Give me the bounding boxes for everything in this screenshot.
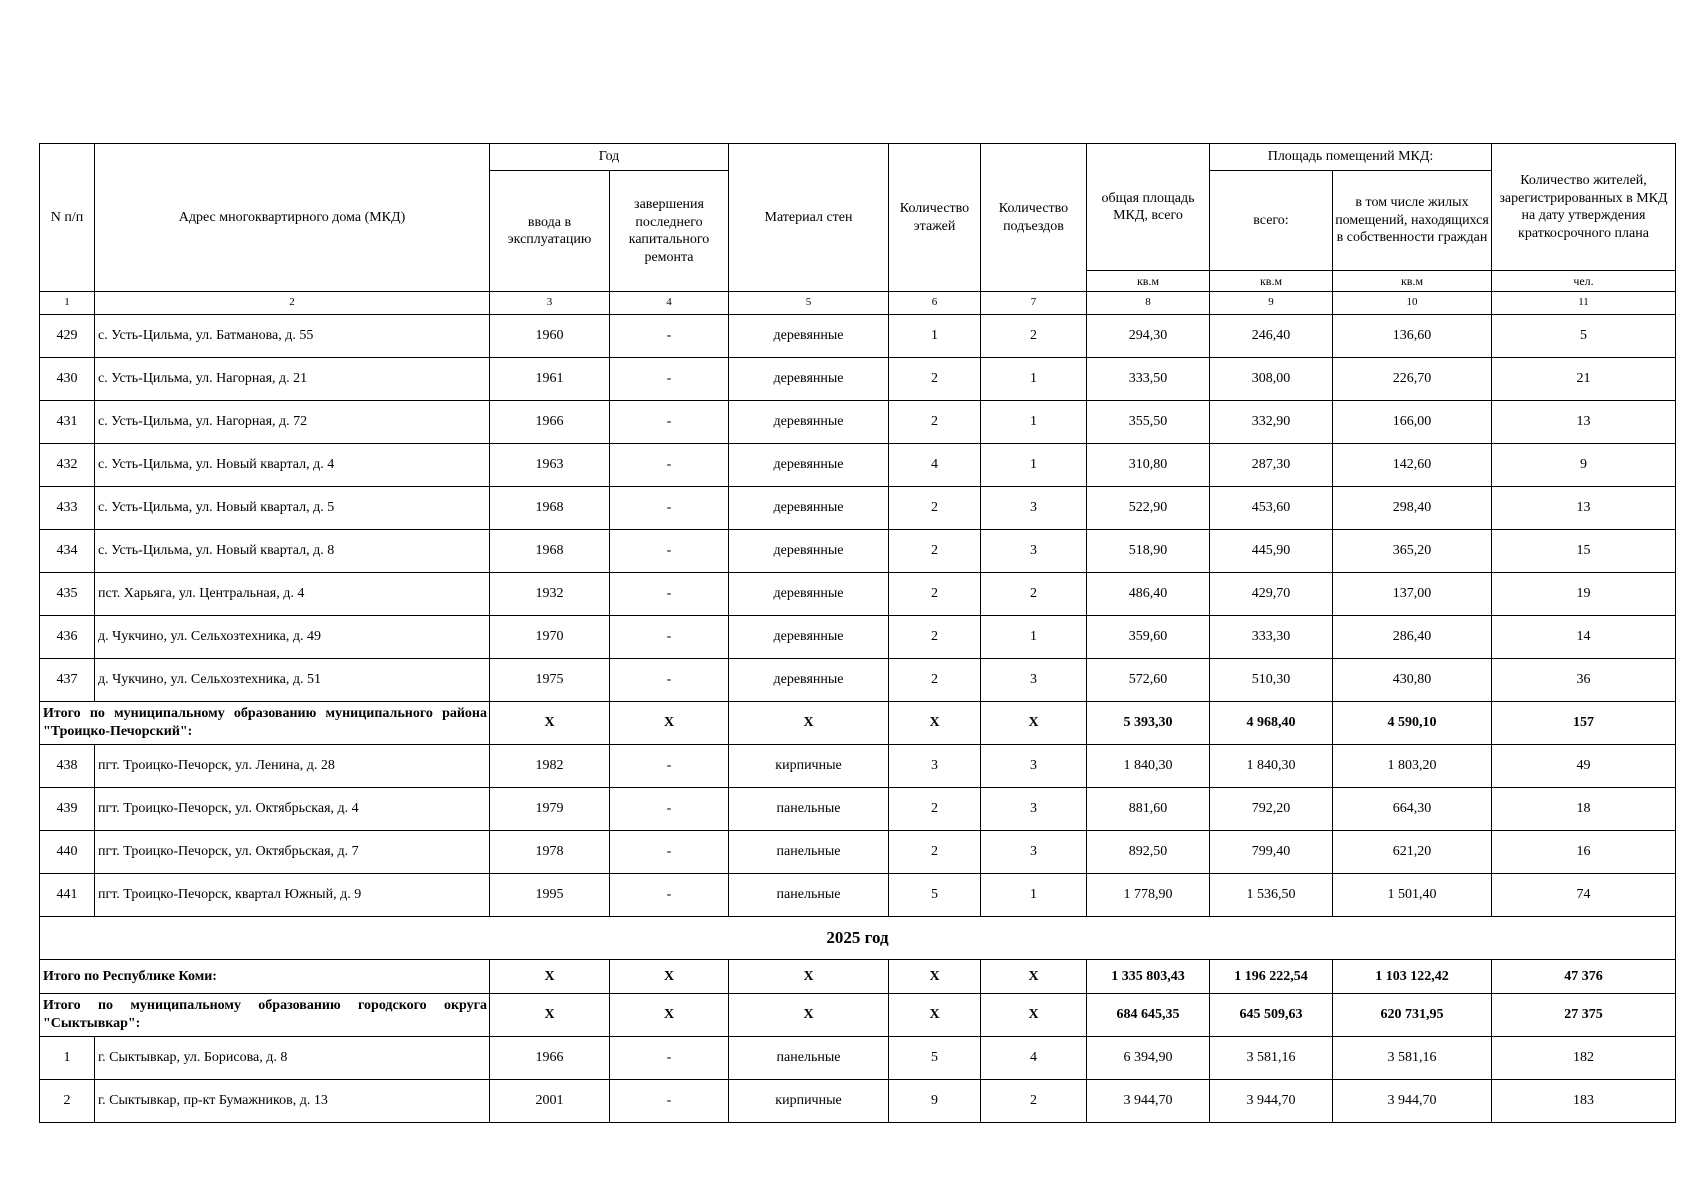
cell-floors: 5 [889, 1037, 981, 1080]
cell-address: д. Чукчино, ул. Сельхозтехника, д. 49 [95, 616, 490, 659]
cell-floors: X [889, 960, 981, 994]
cell-premises-residential: 1 103 122,42 [1333, 960, 1492, 994]
cell-np: 1 [40, 1037, 95, 1080]
cell-residents: 5 [1492, 315, 1676, 358]
cell-premises-all: 445,90 [1210, 530, 1333, 573]
cell-address: с. Усть-Цильма, ул. Нагорная, д. 72 [95, 401, 490, 444]
cell-premises-residential: 1 803,20 [1333, 745, 1492, 788]
cell-premises-all: 4 968,40 [1210, 702, 1333, 745]
cell-np: 431 [40, 401, 95, 444]
cell-total-area: 6 394,90 [1087, 1037, 1210, 1080]
col-number: 9 [1210, 292, 1333, 315]
cell-wall: деревянные [729, 487, 889, 530]
cell-year-commission: 1978 [490, 831, 610, 874]
cell-residents: 182 [1492, 1037, 1676, 1080]
cell-entrances: 3 [981, 530, 1087, 573]
cell-year-repair: - [610, 616, 729, 659]
cell-year-repair: - [610, 659, 729, 702]
cell-year-repair: - [610, 831, 729, 874]
col-number: 8 [1087, 292, 1210, 315]
cell-floors: 2 [889, 401, 981, 444]
cell-entrances: X [981, 994, 1087, 1037]
cell-address: г. Сыктывкар, ул. Борисова, д. 8 [95, 1037, 490, 1080]
cell-total-area: 1 778,90 [1087, 874, 1210, 917]
cell-premises-all: 1 840,30 [1210, 745, 1333, 788]
cell-wall: деревянные [729, 659, 889, 702]
cell-year-repair: - [610, 444, 729, 487]
cell-floors: X [889, 702, 981, 745]
cell-total-area: 359,60 [1087, 616, 1210, 659]
cell-premises-residential: 136,60 [1333, 315, 1492, 358]
cell-year-commission: 1968 [490, 487, 610, 530]
cell-np: 435 [40, 573, 95, 616]
cell-premises-residential: 621,20 [1333, 831, 1492, 874]
cell-year-commission: X [490, 960, 610, 994]
cell-entrances: 3 [981, 487, 1087, 530]
cell-year-commission: 1961 [490, 358, 610, 401]
cell-premises-all: 332,90 [1210, 401, 1333, 444]
cell-entrances: 3 [981, 788, 1087, 831]
header-year-commission: ввода в эксплуатацию [490, 171, 610, 292]
header-np: N п/п [40, 144, 95, 292]
cell-wall: деревянные [729, 530, 889, 573]
cell-premises-residential: 1 501,40 [1333, 874, 1492, 917]
cell-residents: 49 [1492, 745, 1676, 788]
cell-wall: панельные [729, 1037, 889, 1080]
cell-year-commission: 1975 [490, 659, 610, 702]
cell-np: 441 [40, 874, 95, 917]
cell-floors: 9 [889, 1080, 981, 1123]
table-row [40, 788, 1676, 831]
cell-total-area: 310,80 [1087, 444, 1210, 487]
cell-wall: панельные [729, 831, 889, 874]
cell-premises-residential: 298,40 [1333, 487, 1492, 530]
cell-np: 440 [40, 831, 95, 874]
cell-year-repair: - [610, 358, 729, 401]
header-premises-all: всего: [1210, 171, 1333, 271]
cell-year-commission: X [490, 702, 610, 745]
col-number: 5 [729, 292, 889, 315]
cell-premises-residential: 4 590,10 [1333, 702, 1492, 745]
subtotal-label: Итого по муниципальному образованию муниципального района "Троицко-Печорский": [40, 702, 490, 745]
cell-total-area: 522,90 [1087, 487, 1210, 530]
cell-premises-all: 645 509,63 [1210, 994, 1333, 1037]
cell-premises-all: 287,30 [1210, 444, 1333, 487]
cell-entrances: 2 [981, 573, 1087, 616]
cell-year-commission: 1960 [490, 315, 610, 358]
cell-residents: 14 [1492, 616, 1676, 659]
cell-floors: X [889, 994, 981, 1037]
cell-premises-residential: 137,00 [1333, 573, 1492, 616]
cell-premises-residential: 664,30 [1333, 788, 1492, 831]
cell-year-repair: - [610, 1080, 729, 1123]
cell-wall: деревянные [729, 401, 889, 444]
cell-total-area: 892,50 [1087, 831, 1210, 874]
mkd-table [39, 143, 1676, 1123]
cell-premises-all: 3 581,16 [1210, 1037, 1333, 1080]
cell-residents: 19 [1492, 573, 1676, 616]
cell-year-commission: 1966 [490, 401, 610, 444]
cell-year-repair: - [610, 874, 729, 917]
cell-wall: X [729, 960, 889, 994]
cell-year-repair: X [610, 994, 729, 1037]
table-row [40, 745, 1676, 788]
cell-np: 433 [40, 487, 95, 530]
cell-year-commission: 1963 [490, 444, 610, 487]
cell-premises-residential: 620 731,95 [1333, 994, 1492, 1037]
cell-address: пст. Харьяга, ул. Центральная, д. 4 [95, 573, 490, 616]
subtotal-label: Итого по муниципальному образованию городского округа "Сыктывкар": [40, 994, 490, 1037]
cell-year-commission: 2001 [490, 1080, 610, 1123]
cell-premises-residential: 365,20 [1333, 530, 1492, 573]
cell-year-commission: 1995 [490, 874, 610, 917]
col-number: 2 [95, 292, 490, 315]
cell-total-area: 1 335 803,43 [1087, 960, 1210, 994]
cell-wall: кирпичные [729, 745, 889, 788]
cell-np: 436 [40, 616, 95, 659]
cell-residents: 21 [1492, 358, 1676, 401]
cell-residents: 18 [1492, 788, 1676, 831]
cell-address: с. Усть-Цильма, ул. Нагорная, д. 21 [95, 358, 490, 401]
cell-premises-residential: 3 581,16 [1333, 1037, 1492, 1080]
cell-wall: деревянные [729, 616, 889, 659]
cell-entrances: 2 [981, 315, 1087, 358]
cell-np: 437 [40, 659, 95, 702]
cell-address: с. Усть-Цильма, ул. Новый квартал, д. 8 [95, 530, 490, 573]
table-row [40, 530, 1676, 573]
cell-total-area: 3 944,70 [1087, 1080, 1210, 1123]
table-row [40, 874, 1676, 917]
table-row [40, 831, 1676, 874]
cell-premises-residential: 226,70 [1333, 358, 1492, 401]
cell-premises-all: 453,60 [1210, 487, 1333, 530]
col-number: 7 [981, 292, 1087, 315]
cell-premises-all: 333,30 [1210, 616, 1333, 659]
cell-np: 438 [40, 745, 95, 788]
cell-address: с. Усть-Цильма, ул. Батманова, д. 55 [95, 315, 490, 358]
cell-residents: 13 [1492, 401, 1676, 444]
subtotal-row-syktyvkar [40, 994, 1676, 1037]
cell-premises-residential: 286,40 [1333, 616, 1492, 659]
cell-entrances: 3 [981, 745, 1087, 788]
cell-year-repair: - [610, 1037, 729, 1080]
col-number: 3 [490, 292, 610, 315]
cell-wall: X [729, 702, 889, 745]
col-number: 11 [1492, 292, 1676, 315]
table-row [40, 659, 1676, 702]
cell-residents: 47 376 [1492, 960, 1676, 994]
year-heading: 2025 год [40, 917, 1676, 960]
cell-residents: 13 [1492, 487, 1676, 530]
header-floors: Количество этажей [889, 144, 981, 292]
cell-address: пгт. Троицко-Печорск, ул. Октябрьская, д. 7 [95, 831, 490, 874]
header-total-area: общая площадь МКД, всего [1087, 144, 1210, 271]
cell-year-commission: 1979 [490, 788, 610, 831]
cell-premises-all: 510,30 [1210, 659, 1333, 702]
header-year: Год [490, 144, 729, 171]
table-body [40, 315, 1676, 1123]
unit-total-area: кв.м [1087, 271, 1210, 292]
cell-premises-all: 1 536,50 [1210, 874, 1333, 917]
cell-np: 430 [40, 358, 95, 401]
cell-entrances: X [981, 960, 1087, 994]
cell-floors: 2 [889, 616, 981, 659]
cell-address: пгт. Троицко-Печорск, ул. Ленина, д. 28 [95, 745, 490, 788]
cell-np: 429 [40, 315, 95, 358]
header-address: Адрес многоквартирного дома (МКД) [95, 144, 490, 292]
header-residents: Количество жителей, зарегистрированных в МКД на дату утверждения краткосрочного плана [1492, 144, 1676, 271]
col-number: 1 [40, 292, 95, 315]
cell-entrances: 1 [981, 444, 1087, 487]
cell-entrances: 3 [981, 659, 1087, 702]
cell-premises-all: 3 944,70 [1210, 1080, 1333, 1123]
col-number: 6 [889, 292, 981, 315]
cell-floors: 2 [889, 788, 981, 831]
cell-year-repair: - [610, 487, 729, 530]
cell-total-area: 333,50 [1087, 358, 1210, 401]
cell-total-area: 294,30 [1087, 315, 1210, 358]
cell-year-commission: 1970 [490, 616, 610, 659]
cell-wall: панельные [729, 788, 889, 831]
table-row [40, 1080, 1676, 1123]
cell-total-area: 518,90 [1087, 530, 1210, 573]
cell-residents: 157 [1492, 702, 1676, 745]
cell-np: 434 [40, 530, 95, 573]
cell-year-repair: - [610, 788, 729, 831]
cell-entrances: 1 [981, 616, 1087, 659]
cell-entrances: 3 [981, 831, 1087, 874]
cell-address: д. Чукчино, ул. Сельхозтехника, д. 51 [95, 659, 490, 702]
cell-floors: 2 [889, 573, 981, 616]
cell-total-area: 1 840,30 [1087, 745, 1210, 788]
cell-residents: 74 [1492, 874, 1676, 917]
cell-total-area: 5 393,30 [1087, 702, 1210, 745]
cell-wall: X [729, 994, 889, 1037]
cell-year-repair: - [610, 315, 729, 358]
cell-residents: 9 [1492, 444, 1676, 487]
header-entrances: Количество подъездов [981, 144, 1087, 292]
cell-premises-residential: 3 944,70 [1333, 1080, 1492, 1123]
cell-entrances: 2 [981, 1080, 1087, 1123]
cell-address: с. Усть-Цильма, ул. Новый квартал, д. 4 [95, 444, 490, 487]
cell-np: 2 [40, 1080, 95, 1123]
cell-np: 439 [40, 788, 95, 831]
cell-premises-all: 246,40 [1210, 315, 1333, 358]
unit-residents: чел. [1492, 271, 1676, 292]
header-wall: Материал стен [729, 144, 889, 292]
cell-address: пгт. Троицко-Печорск, квартал Южный, д. 9 [95, 874, 490, 917]
cell-total-area: 684 645,35 [1087, 994, 1210, 1037]
header-year-repair: завершения последнего капитального ремонта [610, 171, 729, 292]
cell-premises-all: 1 196 222,54 [1210, 960, 1333, 994]
cell-floors: 1 [889, 315, 981, 358]
cell-floors: 3 [889, 745, 981, 788]
cell-floors: 2 [889, 831, 981, 874]
cell-year-repair: - [610, 530, 729, 573]
cell-premises-residential: 430,80 [1333, 659, 1492, 702]
cell-entrances: 1 [981, 358, 1087, 401]
cell-total-area: 572,60 [1087, 659, 1210, 702]
cell-residents: 15 [1492, 530, 1676, 573]
cell-premises-all: 792,20 [1210, 788, 1333, 831]
table-row [40, 1037, 1676, 1080]
cell-address: г. Сыктывкар, пр-кт Бумажников, д. 13 [95, 1080, 490, 1123]
col-number: 4 [610, 292, 729, 315]
cell-year-repair: - [610, 401, 729, 444]
cell-floors: 5 [889, 874, 981, 917]
col-number: 10 [1333, 292, 1492, 315]
cell-premises-all: 429,70 [1210, 573, 1333, 616]
cell-entrances: X [981, 702, 1087, 745]
cell-year-repair: X [610, 960, 729, 994]
cell-floors: 2 [889, 358, 981, 401]
cell-wall: деревянные [729, 573, 889, 616]
cell-wall: деревянные [729, 444, 889, 487]
cell-floors: 2 [889, 530, 981, 573]
unit-premises-all: кв.м [1210, 271, 1333, 292]
cell-year-commission: 1966 [490, 1037, 610, 1080]
column-number-row [40, 292, 1676, 315]
cell-residents: 16 [1492, 831, 1676, 874]
table-row [40, 401, 1676, 444]
table-row [40, 616, 1676, 659]
cell-premises-residential: 166,00 [1333, 401, 1492, 444]
cell-year-commission: X [490, 994, 610, 1037]
cell-year-commission: 1932 [490, 573, 610, 616]
table-header [40, 144, 1676, 315]
table-row [40, 315, 1676, 358]
subtotal-row-troitsko-pechorsky [40, 702, 1676, 745]
cell-address: с. Усть-Цильма, ул. Новый квартал, д. 5 [95, 487, 490, 530]
cell-floors: 4 [889, 444, 981, 487]
cell-wall: кирпичные [729, 1080, 889, 1123]
cell-entrances: 4 [981, 1037, 1087, 1080]
cell-year-repair: X [610, 702, 729, 745]
year-heading-row [40, 917, 1676, 960]
cell-year-repair: - [610, 573, 729, 616]
table-row [40, 573, 1676, 616]
cell-year-repair: - [610, 745, 729, 788]
cell-entrances: 1 [981, 401, 1087, 444]
cell-wall: панельные [729, 874, 889, 917]
table-row [40, 358, 1676, 401]
cell-premises-all: 799,40 [1210, 831, 1333, 874]
unit-premises-residential: кв.м [1333, 271, 1492, 292]
cell-wall: деревянные [729, 315, 889, 358]
cell-premises-residential: 142,60 [1333, 444, 1492, 487]
header-premises-area: Площадь помещений МКД: [1210, 144, 1492, 171]
cell-floors: 2 [889, 487, 981, 530]
cell-np: 432 [40, 444, 95, 487]
cell-residents: 36 [1492, 659, 1676, 702]
cell-entrances: 1 [981, 874, 1087, 917]
cell-residents: 27 375 [1492, 994, 1676, 1037]
cell-premises-all: 308,00 [1210, 358, 1333, 401]
total-row-komi [40, 960, 1676, 994]
cell-year-commission: 1968 [490, 530, 610, 573]
cell-total-area: 486,40 [1087, 573, 1210, 616]
cell-floors: 2 [889, 659, 981, 702]
cell-residents: 183 [1492, 1080, 1676, 1123]
cell-wall: деревянные [729, 358, 889, 401]
table-row [40, 487, 1676, 530]
table-row [40, 444, 1676, 487]
cell-address: пгт. Троицко-Печорск, ул. Октябрьская, д. 4 [95, 788, 490, 831]
cell-total-area: 355,50 [1087, 401, 1210, 444]
cell-year-commission: 1982 [490, 745, 610, 788]
cell-total-area: 881,60 [1087, 788, 1210, 831]
total-label: Итого по Республике Коми: [40, 960, 490, 994]
header-premises-residential: в том числе жилых помещений, находящихся в собственности граждан [1333, 171, 1492, 271]
